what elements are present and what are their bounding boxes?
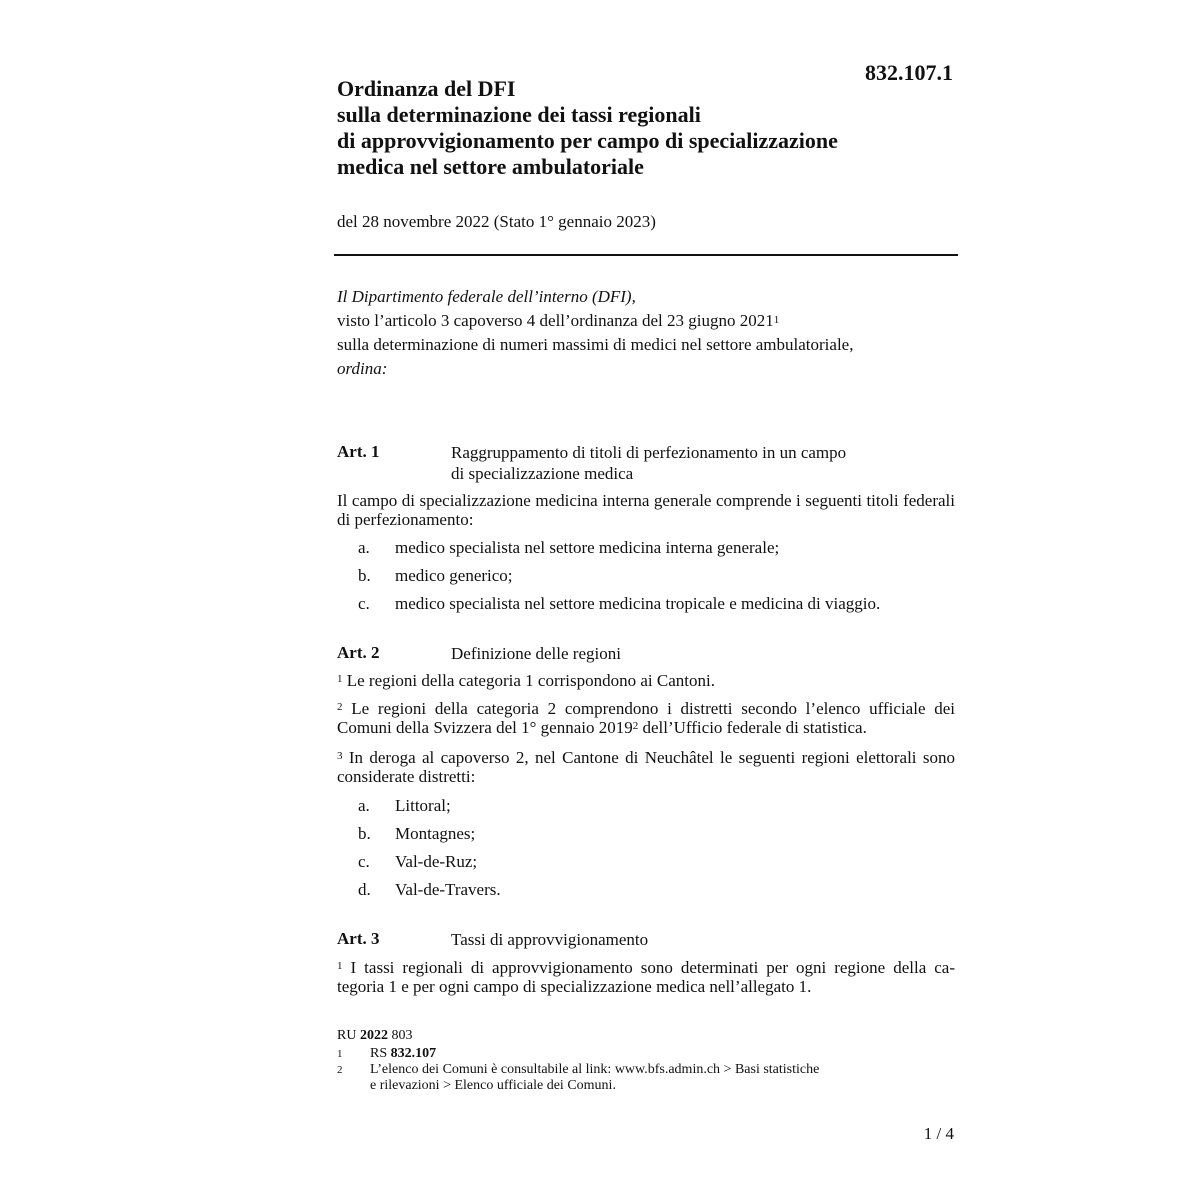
paragraph-number: 2: [337, 701, 343, 713]
footnote: [337, 1046, 957, 1062]
sr-number: 832.107.1: [865, 60, 953, 85]
list-text: Montagnes;: [395, 824, 476, 843]
list-label: b.: [358, 566, 371, 585]
list-label: d.: [358, 880, 371, 899]
ru-reference: [337, 1028, 412, 1044]
paragraph-text: dell’Ufficio federale di statistica.: [638, 718, 867, 737]
footnote-ref: 1: [773, 314, 780, 326]
art2-paragraph-2: [337, 699, 955, 737]
list-text: medico specialista nel settore medicina interna generale;: [395, 538, 780, 557]
list-text: medico specialista nel settore medicina tropicale e medicina di viaggio.: [395, 594, 881, 613]
art1-title-line: di specializzazione medica: [451, 464, 634, 483]
art3-number: Art. 3: [337, 929, 380, 948]
ru-page: 803: [391, 1028, 413, 1043]
paragraph-text: I tassi regionali di approvvigionamento sono determinati per ogni regione della ca-tegoria 1 e per ogni campo di specializzazione medica nell’allegato 1.: [337, 958, 955, 996]
footnote-number: 2: [337, 1064, 343, 1076]
art2-list-item: [358, 824, 958, 846]
paragraph-number: 3: [337, 750, 343, 762]
ru-prefix: RU: [337, 1028, 357, 1043]
footnote: [337, 1062, 957, 1096]
title-line: di approvvigionamento per campo di specializzazione: [337, 128, 838, 153]
list-text: Val-de-Travers.: [395, 880, 501, 899]
paragraph-text: Le regioni della categoria 2 comprendono i distretti secondo l’elenco ufficiale dei Comuni della Svizzera del 1° gennaio 2019: [337, 699, 955, 737]
art1-title-line: Raggruppamento di titoli di perfezionamento in un campo: [451, 443, 847, 462]
art2-number: Art. 2: [337, 643, 380, 662]
list-label: b.: [358, 824, 371, 843]
footnote-line: e rilevazioni > Elenco ufficiale dei Comuni.: [370, 1078, 616, 1093]
footnote-text: [370, 1046, 436, 1062]
page-number: 1 / 4: [923, 1124, 954, 1143]
footnote-ref: 2: [632, 720, 639, 732]
art2-list-item: [358, 852, 958, 874]
list-text: medico generico;: [395, 566, 513, 585]
preamble-authority: Il Dipartimento federale dell’interno (DFI),: [337, 287, 636, 306]
paragraph-text: Le regioni della categoria 1 corrispondono ai Cantoni.: [346, 671, 715, 690]
footnote-number: 1: [337, 1048, 343, 1060]
preamble: [337, 285, 853, 381]
art1-number: Art. 1: [337, 442, 380, 461]
preamble-line2: sulla determinazione di numeri massimi di medici nel settore ambulatoriale,: [337, 335, 854, 354]
title-divider: [334, 254, 958, 256]
list-label: a.: [358, 538, 370, 557]
list-text: Littoral;: [395, 796, 451, 815]
art3-paragraph-1: [337, 958, 955, 996]
title-line: medica nel settore ambulatoriale: [337, 154, 644, 179]
title-line: sulla determinazione dei tassi regionali: [337, 102, 701, 127]
paragraph-number: 1: [337, 673, 343, 685]
footnote-ref-number: 832.107: [390, 1046, 437, 1061]
art2-list-item: [358, 796, 958, 818]
footnote-prefix: RS: [370, 1046, 388, 1061]
preamble-line1-text: visto l’articolo 3 capoverso 4 dell’ordinanza del 23 giugno 2021: [337, 311, 774, 330]
art3-title: Tassi di approvvigionamento: [451, 930, 649, 949]
list-label: a.: [358, 796, 370, 815]
footnote-text: [370, 1062, 819, 1094]
paragraph-number: 1: [337, 960, 343, 972]
art1-intro: Il campo di specializzazione medicina interna generale comprende i seguenti titoli federali di perfezionamento:: [337, 491, 955, 529]
ordinance-title: [337, 76, 838, 180]
art2-paragraph-1: [337, 671, 955, 690]
art1-list-item: [358, 538, 958, 560]
art1-list-item: [358, 566, 958, 588]
preamble-line: [337, 309, 853, 333]
list-text: Val-de-Ruz;: [395, 852, 478, 871]
footnote-line: L’elenco dei Comuni è consultabile al link: www.bfs.admin.ch > Basi statistiche: [370, 1062, 820, 1077]
list-label: c.: [358, 594, 370, 613]
art1-list-item: [358, 594, 958, 616]
art2-title: Definizione delle regioni: [451, 644, 621, 663]
art2-list-item: [358, 880, 958, 902]
art1-title: [451, 442, 846, 484]
title-line: Ordinanza del DFI: [337, 76, 516, 101]
paragraph-text: In deroga al capoverso 2, nel Cantone di Neuchâtel le seguenti regioni elettorali sono considerate distretti:: [337, 748, 955, 786]
date-line: del 28 novembre 2022 (Stato 1° gennaio 2023): [337, 212, 656, 231]
art2-paragraph-3: [337, 748, 955, 786]
ru-year: 2022: [359, 1028, 388, 1043]
list-label: c.: [358, 852, 370, 871]
preamble-decree: ordina:: [337, 359, 388, 378]
